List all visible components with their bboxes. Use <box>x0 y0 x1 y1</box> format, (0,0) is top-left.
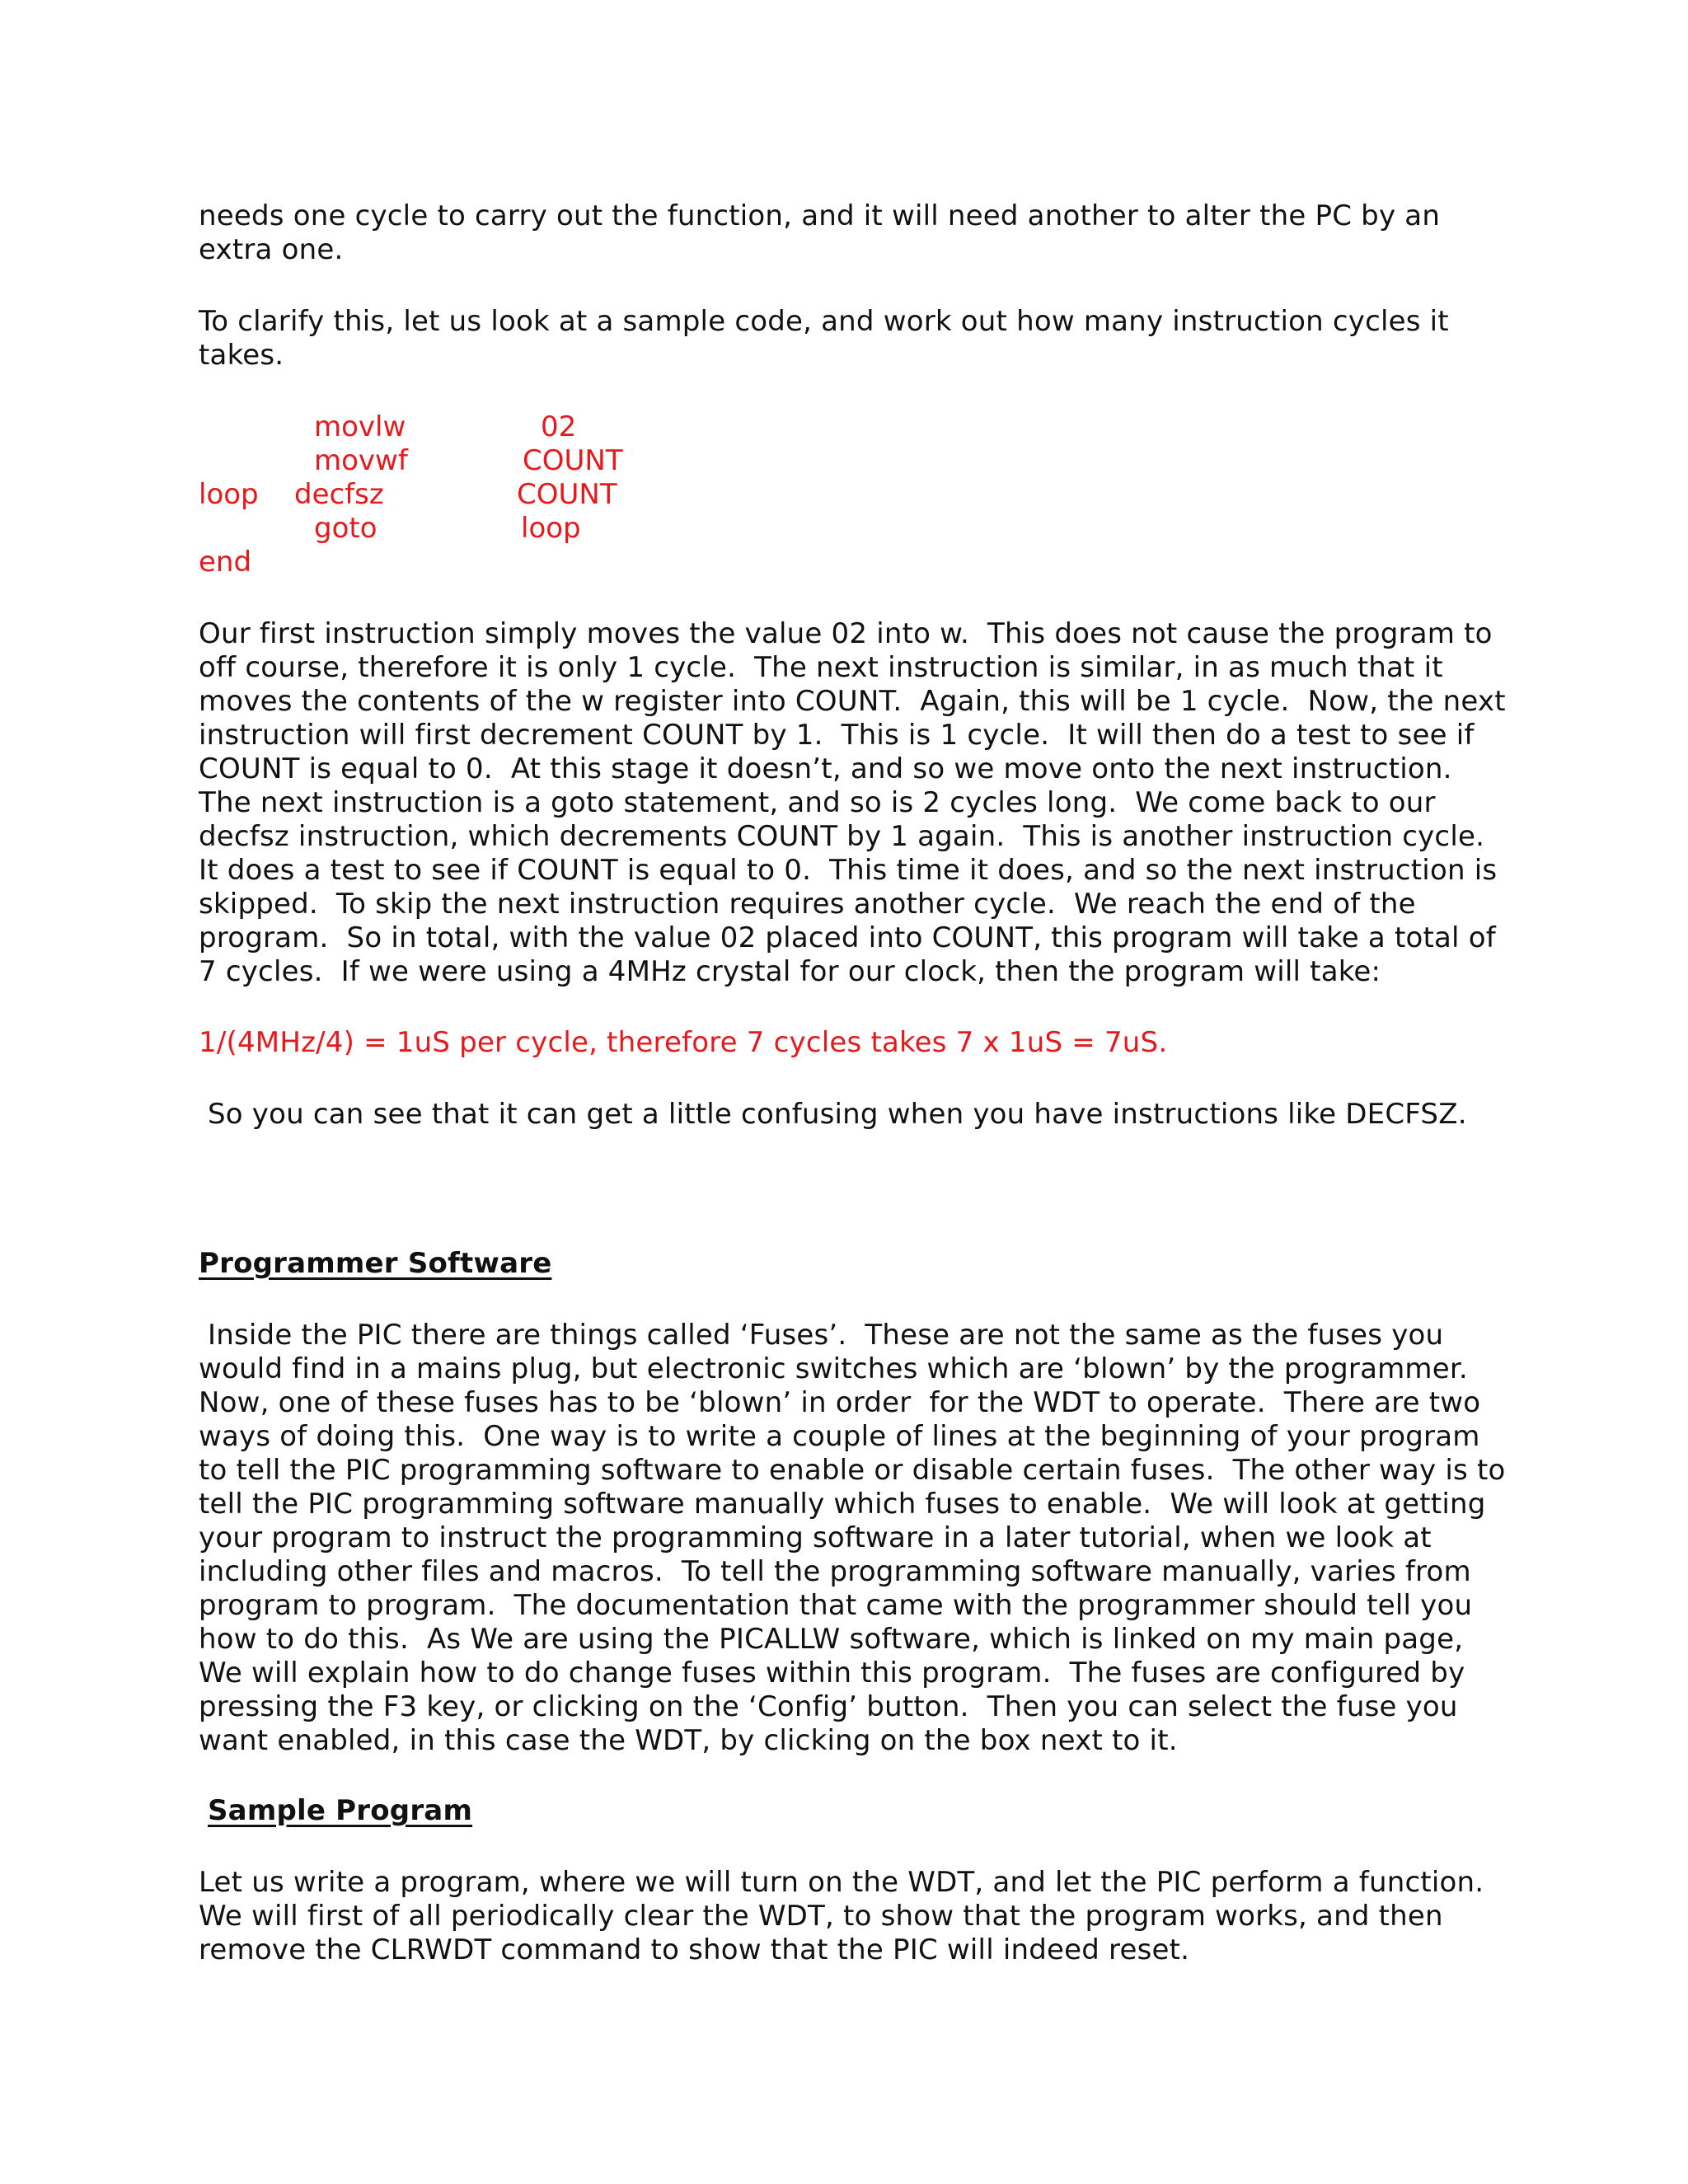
programmer-line: ways of doing this. One way is to write a couple of lines at the beginning of your program <box>199 1420 1480 1453</box>
explanation-line: COUNT is equal to 0. At this stage it doesn’t, and so we move onto the next instruction. <box>199 752 1452 785</box>
code-arg: COUNT <box>517 478 617 511</box>
programmer-line: We will explain how to do change fuses within this program. The fuses are configured by <box>199 1657 1465 1690</box>
programmer-line: want enabled, in this case the WDT, by clicking on the box next to it. <box>199 1724 1178 1757</box>
code-label: end <box>199 546 252 579</box>
programmer-line: how to do this. As We are using the PICALLW software, which is linked on my main page, <box>199 1623 1464 1656</box>
code-op: movwf <box>314 444 408 477</box>
code-arg: 02 <box>541 410 577 443</box>
programmer-line: tell the PIC programming software manually which fuses to enable. We will look at getting <box>199 1488 1486 1521</box>
sample-line: remove the CLRWDT command to show that the PIC will indeed reset. <box>199 1933 1190 1966</box>
explanation-line: It does a test to see if COUNT is equal to 0. This time it does, and so the next instruction is <box>199 854 1498 887</box>
programmer-line: program to program. The documentation that came with the programmer should tell you <box>199 1589 1473 1622</box>
intro-line: needs one cycle to carry out the function, and it will need another to alter the PC by an <box>199 199 1441 232</box>
code-op: movlw <box>314 410 406 443</box>
programmer-line: including other files and macros. To tell the programming software manually, varies from <box>199 1555 1471 1588</box>
explanation-line: moves the contents of the w register into COUNT. Again, this will be 1 cycle. Now, the next <box>199 685 1506 718</box>
programmer-line: your program to instruct the programming software in a later tutorial, when we look at <box>199 1521 1432 1554</box>
heading-sample-program: Sample Program <box>208 1794 473 1827</box>
clarify-line: To clarify this, let us look at a sample code, and work out how many instruction cycles it <box>199 305 1449 338</box>
clarify-line: takes. <box>199 339 284 372</box>
code-arg: loop <box>521 512 581 545</box>
explanation-line: off course, therefore it is only 1 cycle. The next instruction is similar, in as much that it <box>199 651 1443 684</box>
explanation-line: decfsz instruction, which decrements COUNT by 1 again. This is another instruction cycle. <box>199 820 1485 853</box>
formula-line: 1/(4MHz/4) = 1uS per cycle, therefore 7 cycles takes 7 x 1uS = 7uS. <box>199 1026 1168 1059</box>
explanation-line: instruction will first decrement COUNT by 1. This is 1 cycle. It will then do a test to see if <box>199 719 1475 752</box>
programmer-line: Now, one of these fuses has to be ‘blown’ in order for the WDT to operate. There are two <box>199 1386 1481 1419</box>
code-label: loop <box>199 478 259 511</box>
code-op: decfsz <box>294 478 384 511</box>
explanation-line: The next instruction is a goto statement, and so is 2 cycles long. We come back to our <box>199 786 1436 819</box>
explanation-line: skipped. To skip the next instruction requires another cycle. We reach the end of the <box>199 888 1416 921</box>
heading-programmer-software: Programmer Software <box>199 1247 552 1280</box>
code-arg: COUNT <box>523 444 623 477</box>
confusing-line: So you can see that it can get a little confusing when you have instructions like DECFSZ. <box>199 1098 1467 1131</box>
programmer-line: Inside the PIC there are things called ‘Fuses’. These are not the same as the fuses you <box>199 1319 1444 1352</box>
explanation-line: Our first instruction simply moves the value 02 into w. This does not cause the program to <box>199 617 1493 650</box>
sample-line: Let us write a program, where we will turn on the WDT, and let the PIC perform a function. <box>199 1866 1484 1899</box>
explanation-line: program. So in total, with the value 02 placed into COUNT, this program will take a total of <box>199 921 1496 954</box>
programmer-line: would find in a mains plug, but electronic switches which are ‘blown’ by the programmer. <box>199 1352 1468 1385</box>
programmer-line: to tell the PIC programming software to enable or disable certain fuses. The other way is to <box>199 1454 1506 1487</box>
explanation-line: 7 cycles. If we were using a 4MHz crystal for our clock, then the program will take: <box>199 955 1381 988</box>
programmer-line: pressing the F3 key, or clicking on the ‘Config’ button. Then you can select the fuse you <box>199 1690 1458 1723</box>
code-op: goto <box>314 512 377 545</box>
intro-line: extra one. <box>199 233 344 266</box>
sample-line: We will first of all periodically clear the WDT, to show that the program works, and then <box>199 1900 1443 1933</box>
